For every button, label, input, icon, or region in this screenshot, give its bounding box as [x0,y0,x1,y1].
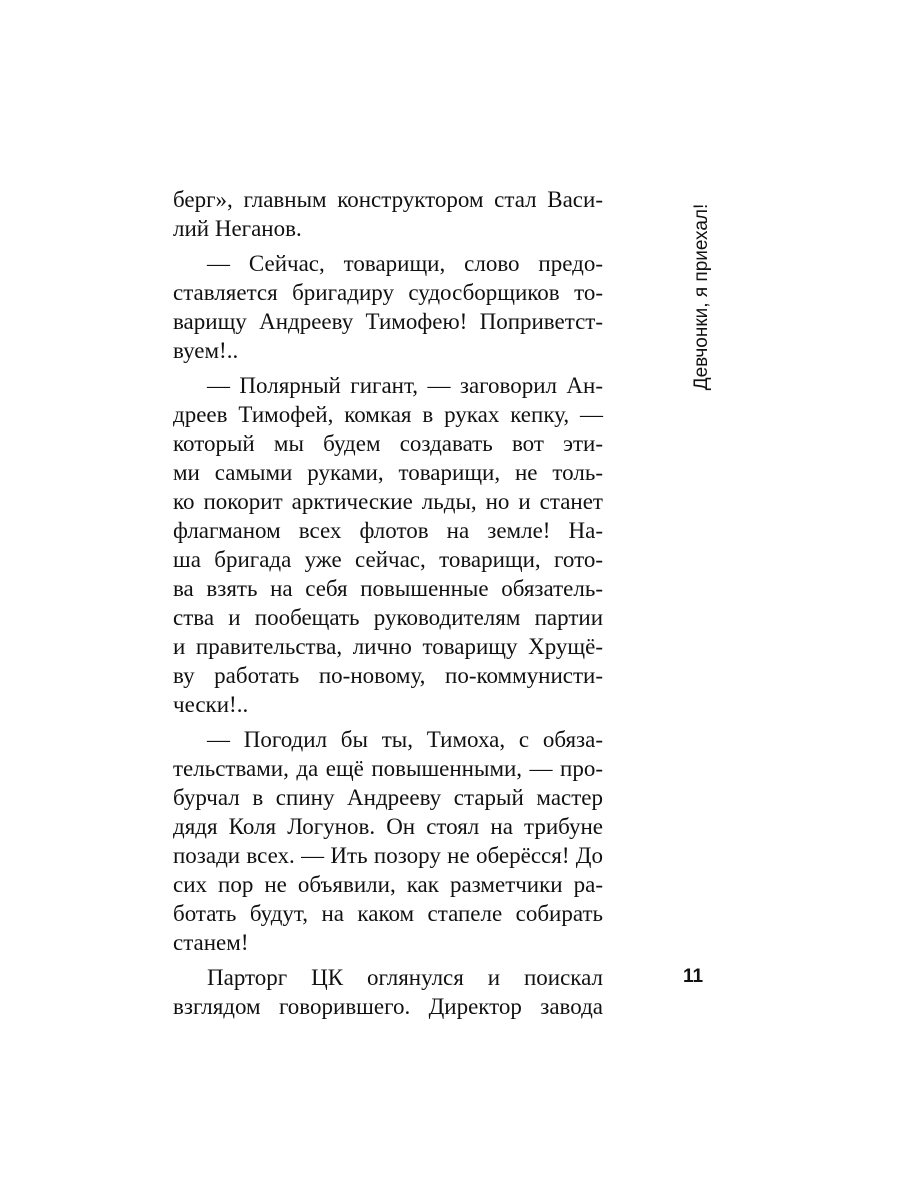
text-line: флагманом всех флотов на земле! На- [173,518,603,543]
text-line: ботать будут, на каком стапеле собирать [173,901,603,926]
text-line: вуем!.. [173,338,239,363]
running-head [682,192,722,402]
text-line: ми самыми руками, товарищи, не толь- [173,460,603,485]
text-line: и правительства, лично товарищу Хрущё- [173,634,603,659]
text-line: ко покорит арктические льды, но и станет [173,489,603,514]
text-line: чески!.. [173,692,249,717]
text-line: взглядом говорившего. Директор завода [173,994,603,1019]
text-line: сих пор не объявили, как разметчики ра- [173,872,603,897]
text-line: который мы будем создавать вот эти- [173,431,603,456]
text-line: ставляется бригадиру судосборщиков то- [173,280,603,305]
text-line: — Погодил бы ты, Тимоха, с обяза- [207,727,603,752]
text-line: ва взять на себя повышенные обязатель- [173,576,603,601]
running-head-text: Девчонки, я приехал! [691,203,712,391]
text-line: ства и пообещать руководителям партии [173,605,603,630]
text-line: тельствами, да ещё повышенными, — про- [173,756,603,781]
text-line: бурчал в спину Андрееву старый мастер [173,785,603,810]
text-line: позади всех. — Ить позору не оберёсся! До [173,843,603,868]
text-line: — Сейчас, товарищи, слово предо- [207,251,603,276]
page-number: 11 [683,966,704,987]
text-line: ву работать по-новому, по-коммунисти- [173,663,603,688]
text-line: станем! [173,930,249,955]
text-line: варищу Андрееву Тимофею! Поприветст- [173,309,603,334]
text-line: ша бригада уже сейчас, товарищи, гото- [173,547,603,572]
text-line: Парторг ЦК оглянулся и поискал [207,965,603,990]
text-line: — Полярный гигант, — заговорил Ан- [207,373,603,398]
text-line: дреев Тимофей, комкая в руках кепку, — [173,402,603,427]
body-text [173,185,603,1021]
text-line: дядя Коля Логунов. Он стоял на трибуне [173,814,603,839]
text-line: берг», главным конструктором стал Васи- [173,187,603,212]
text-line: лий Неганов. [173,216,302,241]
